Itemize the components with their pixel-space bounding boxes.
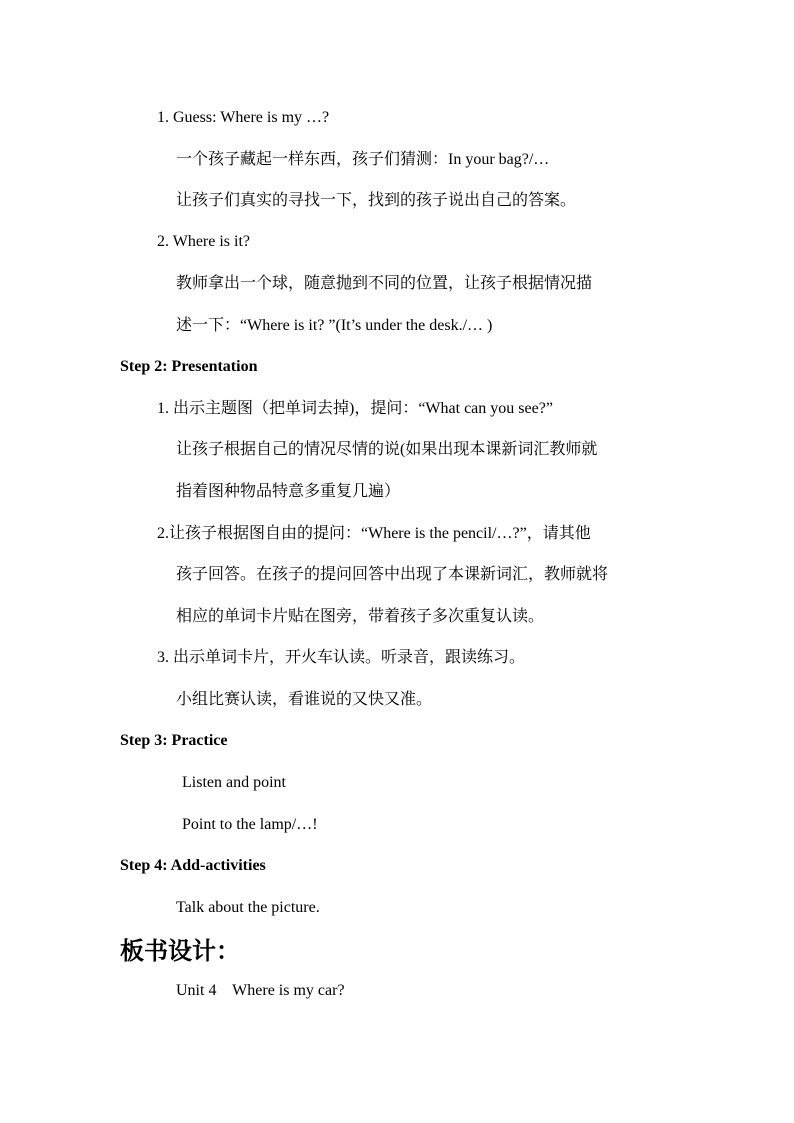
step2-heading: Step 2: Presentation xyxy=(120,358,258,375)
step2-item-3-line-2: 小组比赛认读，看谁说的又快又准。 xyxy=(176,691,433,708)
step4-line-1: Talk about the picture. xyxy=(176,899,320,916)
where-is-it-line-2: 述一下：“Where is it? ”(It’s under the desk./… ) xyxy=(176,317,493,334)
guess-title: 1. Guess: Where is my …? xyxy=(157,109,330,126)
step3-line-1: Listen and point xyxy=(182,774,286,791)
step2-item-2-line-3: 相应的单词卡片贴在图旁，带着孩子多次重复认读。 xyxy=(176,608,545,625)
step2-item-1: 1. 出示主题图（把单词去掉)，提问：“What can you see?” xyxy=(157,400,553,417)
guess-line-1: 一个孩子藏起一样东西，孩子们猜测：In your bag?/… xyxy=(176,151,550,168)
step3-line-2: Point to the lamp/…! xyxy=(182,816,318,833)
board-design-heading: 板书设计： xyxy=(120,937,240,965)
step2-item-1-line-2: 让孩子根据自己的情况尽情的说(如果出现本课新词汇教师就 xyxy=(176,441,598,458)
step2-item-3: 3. 出示单词卡片，开火车认读。听录音，跟读练习。 xyxy=(157,649,526,666)
step3-heading: Step 3: Practice xyxy=(120,732,228,749)
step2-item-2-line-2: 孩子回答。在孩子的提问回答中出现了本课新词汇，教师就将 xyxy=(176,566,609,583)
where-is-it-title: 2. Where is it? xyxy=(157,233,251,250)
where-is-it-line-1: 教师拿出一个球，随意抛到不同的位置，让孩子根据情况描 xyxy=(176,275,593,292)
step2-item-2: 2.让孩子根据图自由的提问：“Where is the pencil/…?”，请其他 xyxy=(157,525,591,542)
guess-line-2: 让孩子们真实的寻找一下，找到的孩子说出自己的答案。 xyxy=(176,192,577,209)
step4-heading: Step 4: Add-activities xyxy=(120,857,266,874)
step2-item-1-line-3: 指着图种物品特意多重复几遍） xyxy=(176,483,401,500)
board-unit-line: Unit 4 Where is my car? xyxy=(176,982,345,999)
